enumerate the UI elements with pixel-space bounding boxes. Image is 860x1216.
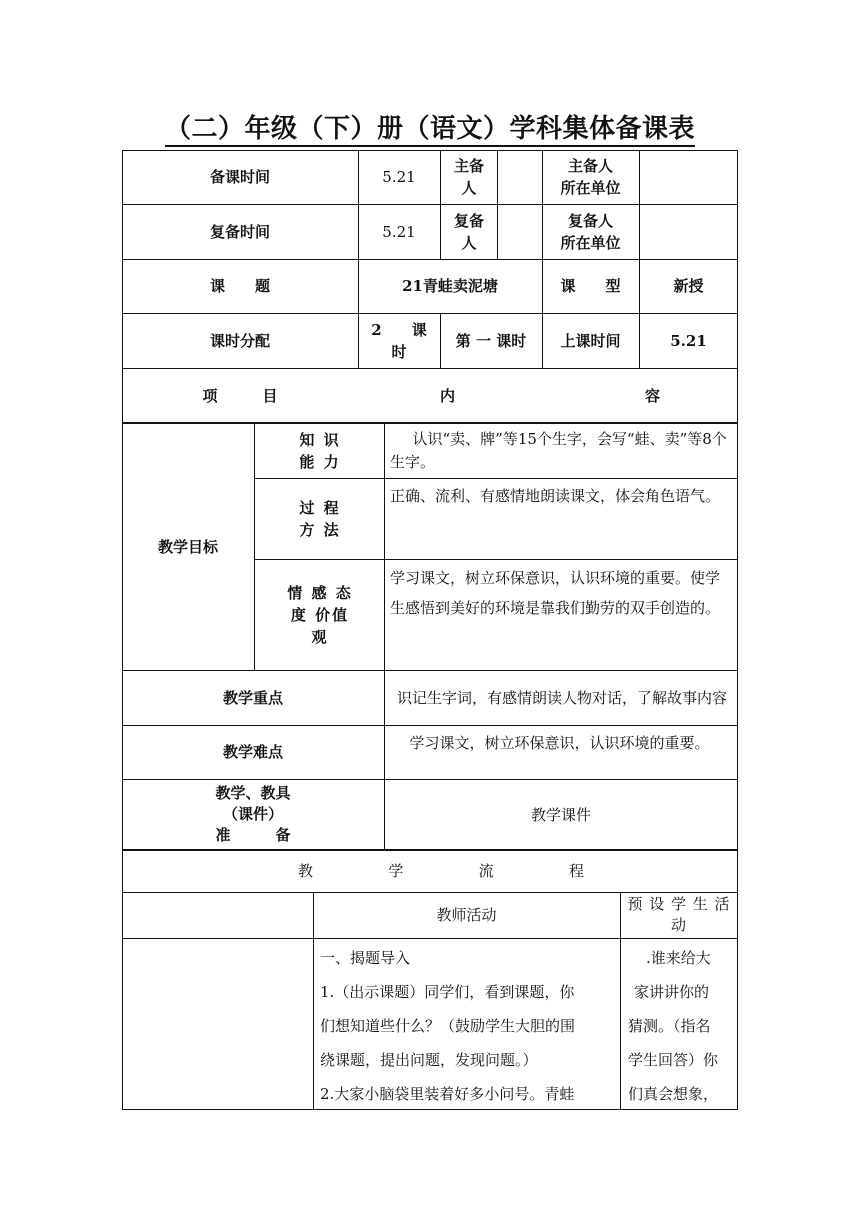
content-label: 内 容 xyxy=(440,386,660,405)
goal-text-emotion: 学习课文，树立环保意识，认识环境的重要。使学生感悟到美好的环境是靠我们勤劳的双手创造的。 xyxy=(390,569,721,617)
review-time-label: 复备时间 xyxy=(209,222,270,241)
teacher-line: 1.（出示课题）同学们，看到课题，你 xyxy=(320,983,575,1001)
student-line: 们真会想象， xyxy=(628,1085,719,1103)
goal-name-knowledge: 知 识 能 力 xyxy=(299,430,341,471)
prep-time-value: 5.21 xyxy=(382,168,416,186)
difficult-point-label: 教学难点 xyxy=(222,743,283,761)
materials-label: 教学、教具 （课件） 准 备 xyxy=(215,784,291,844)
student-line: 猜测。（指名 xyxy=(628,1017,711,1035)
teacher-activity-header: 教师活动 xyxy=(436,906,497,924)
class-time-label: 上课时间 xyxy=(560,331,621,350)
page-title: （二）年级（下）册（语文）学科集体备课表 xyxy=(0,108,860,145)
class-time-value: 5.21 xyxy=(670,331,707,350)
materials-value: 教学课件 xyxy=(530,805,591,824)
item-label: 项 目 xyxy=(202,386,278,405)
student-line: 学生回答）你 xyxy=(628,1051,719,1069)
teacher-line: 绕课题，提出问题，发现问题。） xyxy=(320,1051,538,1069)
teacher-line: 一、揭题导入 xyxy=(320,949,411,967)
goal-name-process: 过 程 方 法 xyxy=(299,498,341,539)
prep-time-label: 备课时间 xyxy=(209,168,270,186)
teacher-line: 2.大家小脑袋里装着好多小问号。青蛙 xyxy=(320,1085,575,1103)
process-label: 教 学 流 程 xyxy=(298,862,584,880)
review-unit-label: 复备人 所在单位 xyxy=(560,211,621,252)
hours-label: 课时分配 xyxy=(209,331,270,350)
session-value: 第 一 课时 xyxy=(455,331,527,350)
type-value: 新授 xyxy=(673,277,704,295)
teacher-activity-content xyxy=(320,941,616,1111)
main-person-label: 主备人 xyxy=(453,157,484,197)
type-label: 课 型 xyxy=(560,277,621,295)
hours-value: 2 课时 xyxy=(371,320,427,361)
key-point-text: 识记生字词，有感情朗读人物对话，了解故事内容 xyxy=(396,688,727,707)
goal-name-emotion: 情 感 态 度 价值观 xyxy=(287,583,353,646)
goal-text-knowledge: 认识“卖、牌”等15个生字，会写“蛙、卖”等8个生字。 xyxy=(390,429,727,471)
student-line: 家讲讲你的 xyxy=(634,983,710,1001)
review-time-value: 5.21 xyxy=(382,222,416,241)
student-activity-header: 预 设 学 生 活 动 xyxy=(627,895,731,934)
topic-label: 课 题 xyxy=(209,277,270,295)
student-line: .谁来给大 xyxy=(646,949,711,967)
key-point-label: 教学重点 xyxy=(222,688,283,707)
topic-value: 21青蛙卖泥塘 xyxy=(402,277,498,295)
student-activity-content xyxy=(626,941,734,1111)
difficult-point-text: 学习课文，树立环保意识，认识环境的重要。 xyxy=(409,734,710,752)
main-unit-label: 主备人 所在单位 xyxy=(560,157,621,197)
goals-label: 教学目标 xyxy=(157,537,218,556)
goal-text-process: 正确、流利、有感情地朗读课文，体会角色语气。 xyxy=(390,487,721,505)
teacher-line: 们想知道些什么？（鼓励学生大胆的围 xyxy=(320,1017,576,1035)
review-person-label: 复备人 xyxy=(453,211,484,252)
